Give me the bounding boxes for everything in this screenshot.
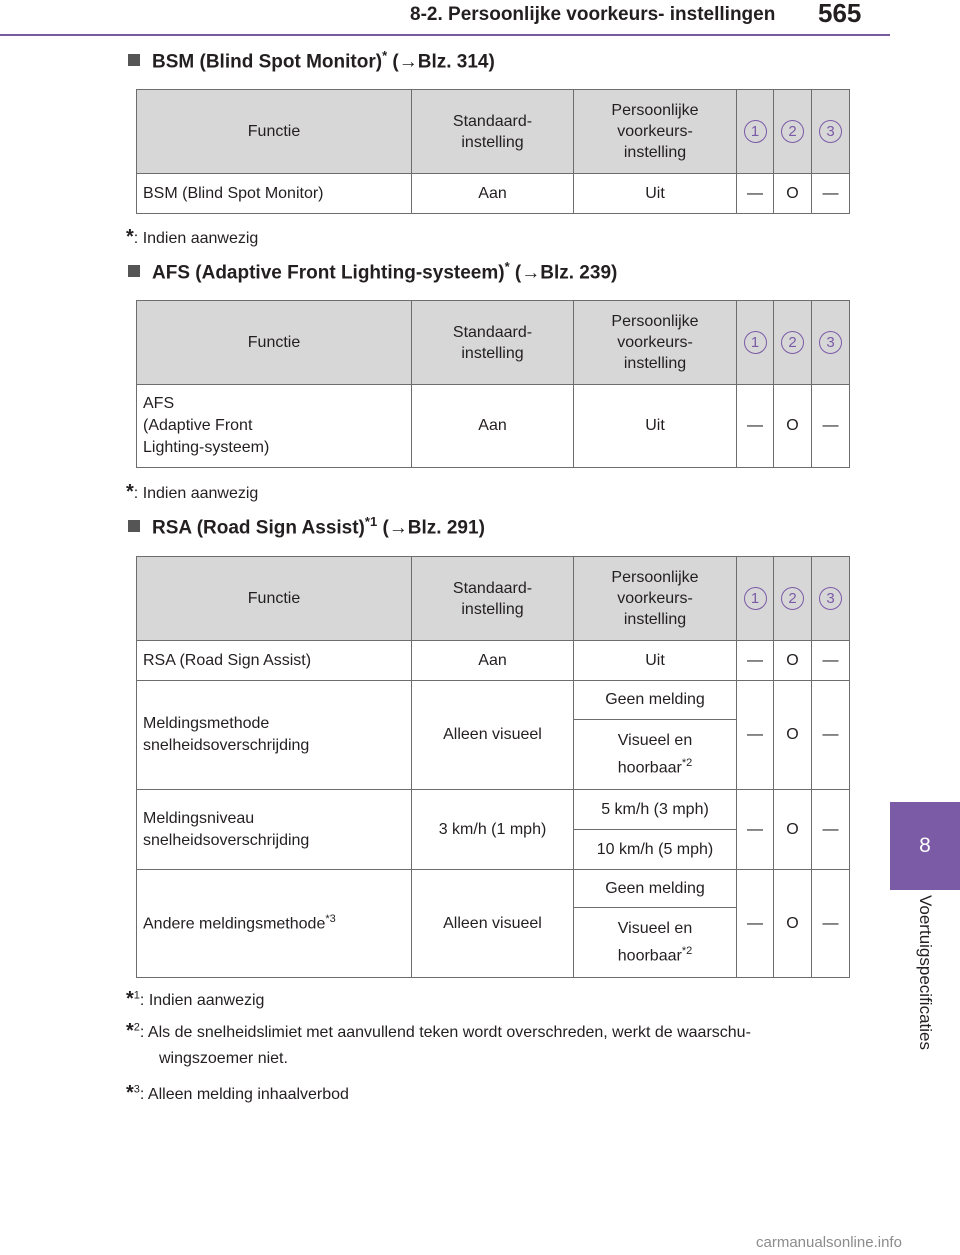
mark-cell-3: — (812, 790, 850, 870)
function-cell: Meldingsmethode snelheidsoverschrijding (137, 681, 412, 790)
footnote-2: *$^2$: Als de snelheidslimiet met aanvullend teken wordt overschreden, werkt de waarschu- wingszoemer niet. (126, 1020, 751, 1067)
table-header-row (137, 301, 850, 385)
header-function: Functie (137, 90, 412, 174)
page-number: 565 (818, 0, 862, 28)
mark-cell-2: O (774, 790, 812, 870)
header-mode-3 (812, 301, 850, 385)
section-heading-rsa: RSA (Road Sign Assist)$^{*1}$ (→Blz. 291) (128, 514, 485, 539)
table-row (137, 641, 850, 681)
header-mode-3 (812, 557, 850, 641)
mark-cell-2: O (774, 385, 812, 468)
mark-cell-3: — (812, 385, 850, 468)
header-personal: Persoonlijke voorkeurs- instelling (574, 557, 737, 641)
section-heading-bsm: BSM (Blind Spot Monitor)* (→Blz. 314) (128, 48, 495, 73)
header-personal: Persoonlijke voorkeurs- instelling (574, 301, 737, 385)
personal-cell: Visueel en hoorbaar$^{*2}$ (574, 720, 737, 790)
mark-cell-1: — (737, 641, 774, 681)
mark-cell-2: O (774, 681, 812, 790)
bullet-square-icon (128, 54, 140, 66)
header-divider (0, 34, 890, 36)
mark-cell-2: O (774, 641, 812, 681)
settings-table-afs (136, 300, 850, 468)
chapter-number: 8 (919, 834, 931, 857)
chapter-tab[interactable] (890, 802, 960, 890)
chapter-label: Voertuigspecificaties (916, 895, 935, 1050)
arrow-icon: → (521, 262, 541, 284)
table-row (137, 174, 850, 214)
table-row (137, 681, 850, 720)
table-header-row (137, 557, 850, 641)
mark-cell-2: O (774, 174, 812, 214)
function-cell: RSA (Road Sign Assist) (137, 641, 412, 681)
default-cell: Aan (412, 385, 574, 468)
function-cell: AFS (Adaptive Front Lighting-systeem) (137, 385, 412, 468)
personal-cell: 10 km/h (5 mph) (574, 830, 737, 870)
bullet-square-icon (128, 265, 140, 277)
circled-3-icon: 3 (819, 331, 842, 354)
header-mode-1 (737, 90, 774, 174)
arrow-icon: → (388, 517, 408, 539)
table-row (137, 870, 850, 908)
function-cell: BSM (Blind Spot Monitor) (137, 174, 412, 214)
header-default: Standaard- instelling (412, 557, 574, 641)
footnote-1: *$^1$: Indien aanwezig (126, 988, 265, 1010)
header-mode-2 (774, 557, 812, 641)
header-default: Standaard- instelling (412, 301, 574, 385)
table-row (137, 385, 850, 468)
circled-2-icon: 2 (781, 587, 804, 610)
personal-cell: 5 km/h (3 mph) (574, 790, 737, 830)
circled-1-icon: 1 (744, 587, 767, 610)
personal-cell: Uit (574, 641, 737, 681)
table-row (137, 790, 850, 830)
default-cell: Alleen visueel (412, 870, 574, 978)
default-cell: Aan (412, 174, 574, 214)
mark-cell-1: — (737, 870, 774, 978)
page-header-title: 8-2. Persoonlijke voorkeurs- instellingen (410, 4, 776, 25)
section-heading-afs: AFS (Adaptive Front Lighting-systeem)* (→Blz. 239) (128, 259, 617, 284)
mark-cell-3: — (812, 870, 850, 978)
header-mode-2 (774, 301, 812, 385)
circled-2-icon: 2 (781, 331, 804, 354)
default-cell: Aan (412, 641, 574, 681)
watermark: carmanualsonline.info (756, 1234, 902, 1251)
arrow-icon: → (398, 51, 418, 73)
table-note-bsm: *: Indien aanwezig (126, 226, 259, 248)
table-note-afs: *: Indien aanwezig (126, 481, 259, 503)
header-mode-3 (812, 90, 850, 174)
footnote-3: *$^3$: Alleen melding inhaalverbod (126, 1082, 349, 1104)
header-function: Functie (137, 557, 412, 641)
header-function: Functie (137, 301, 412, 385)
circled-2-icon: 2 (781, 120, 804, 143)
personal-cell: Geen melding (574, 870, 737, 908)
circled-1-icon: 1 (744, 120, 767, 143)
table-header-row (137, 90, 850, 174)
circled-3-icon: 3 (819, 120, 842, 143)
header-mode-1 (737, 301, 774, 385)
mark-cell-1: — (737, 681, 774, 790)
mark-cell-3: — (812, 174, 850, 214)
mark-cell-1: — (737, 174, 774, 214)
circled-1-icon: 1 (744, 331, 767, 354)
default-cell: Alleen visueel (412, 681, 574, 790)
personal-cell: Uit (574, 174, 737, 214)
settings-table-bsm (136, 89, 850, 214)
personal-cell: Geen melding (574, 681, 737, 720)
mark-cell-3: — (812, 681, 850, 790)
header-mode-1 (737, 557, 774, 641)
settings-table-rsa (136, 556, 850, 978)
mark-cell-1: — (737, 385, 774, 468)
function-cell: Meldingsniveau snelheidsoverschrijding (137, 790, 412, 870)
function-cell: Andere meldingsmethode$^{*3}$ (137, 870, 412, 978)
personal-cell: Uit (574, 385, 737, 468)
page-ref-link[interactable]: Blz. 314 (417, 51, 489, 73)
circled-3-icon: 3 (819, 587, 842, 610)
default-cell: 3 km/h (1 mph) (412, 790, 574, 870)
mark-cell-3: — (812, 641, 850, 681)
page-ref-link[interactable]: Blz. 291 (407, 517, 479, 539)
page-ref-link[interactable]: Blz. 239 (540, 262, 612, 284)
personal-cell: Visueel en hoorbaar$^{*2}$ (574, 908, 737, 978)
mark-cell-1: — (737, 790, 774, 870)
bullet-square-icon (128, 520, 140, 532)
header-default: Standaard- instelling (412, 90, 574, 174)
header-personal: Persoonlijke voorkeurs- instelling (574, 90, 737, 174)
mark-cell-2: O (774, 870, 812, 978)
header-mode-2 (774, 90, 812, 174)
